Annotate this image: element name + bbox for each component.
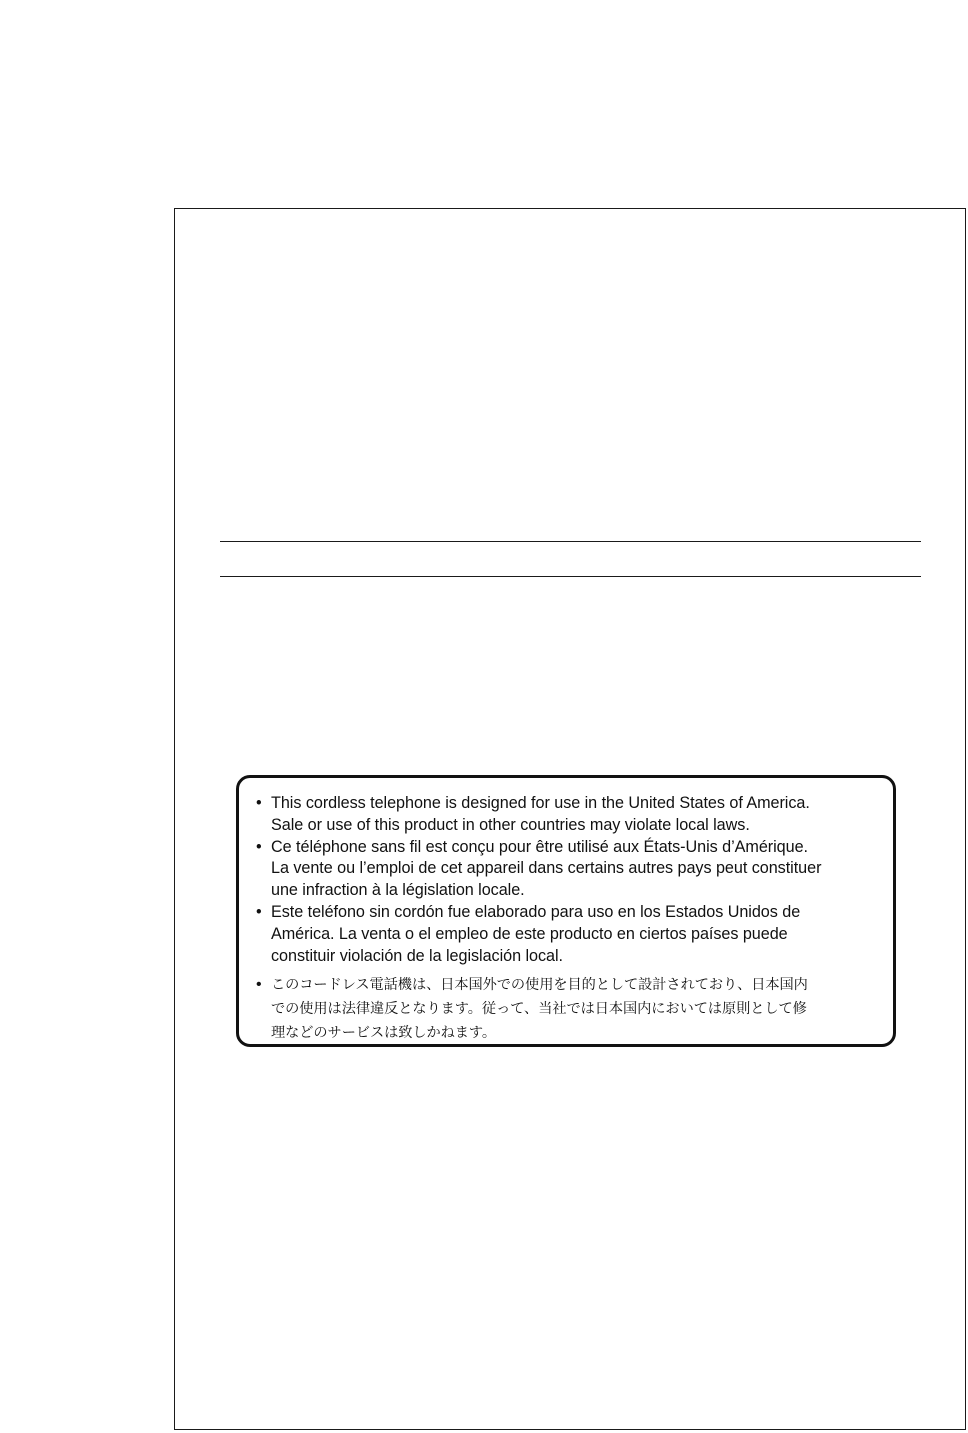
notice-item-japanese [254, 973, 883, 1045]
notice-item-spanish [254, 902, 883, 967]
notice-line: América. La venta o el empleo de este producto en ciertos países puede [271, 924, 788, 943]
notice-line: La vente ou l’emploi de cet appareil dans certains autres pays peut constituer [271, 859, 822, 878]
notice-line: Ce téléphone sans fil est conçu pour être utilisé aux États-Unis d’Amérique. [271, 837, 808, 856]
notice-line: Este teléfono sin cordón fue elaborado para uso en los Estados Unidos de [271, 902, 801, 921]
regulatory-notice-box [236, 775, 896, 1047]
horizontal-rule-bottom [220, 576, 921, 577]
notice-line: This cordless telephone is designed for use in the United States of America. [271, 794, 810, 812]
notice-line: このコードレス電話機は、日本国外での使用を目的として設計されており、日本国内 [271, 977, 808, 994]
notice-line: une infraction à la législation locale. [271, 881, 525, 900]
bullet-icon: • [256, 794, 262, 812]
bullet-icon: • [256, 976, 262, 994]
notice-item-english [254, 793, 883, 837]
notice-item-french [254, 837, 883, 902]
bullet-icon: • [256, 902, 262, 921]
bullet-icon: • [256, 837, 262, 856]
notice-list [254, 793, 883, 1045]
notice-line: Sale or use of this product in other countries may violate local laws. [271, 815, 750, 834]
notice-line: 理などのサービスは致しかねます。 [271, 1025, 497, 1042]
notice-line: での使用は法律違反となります。従って、当社では日本国内においては原則として修 [271, 1001, 807, 1018]
horizontal-rule-top [220, 541, 921, 542]
notice-line: constituir violación de la legislación local. [271, 946, 563, 965]
